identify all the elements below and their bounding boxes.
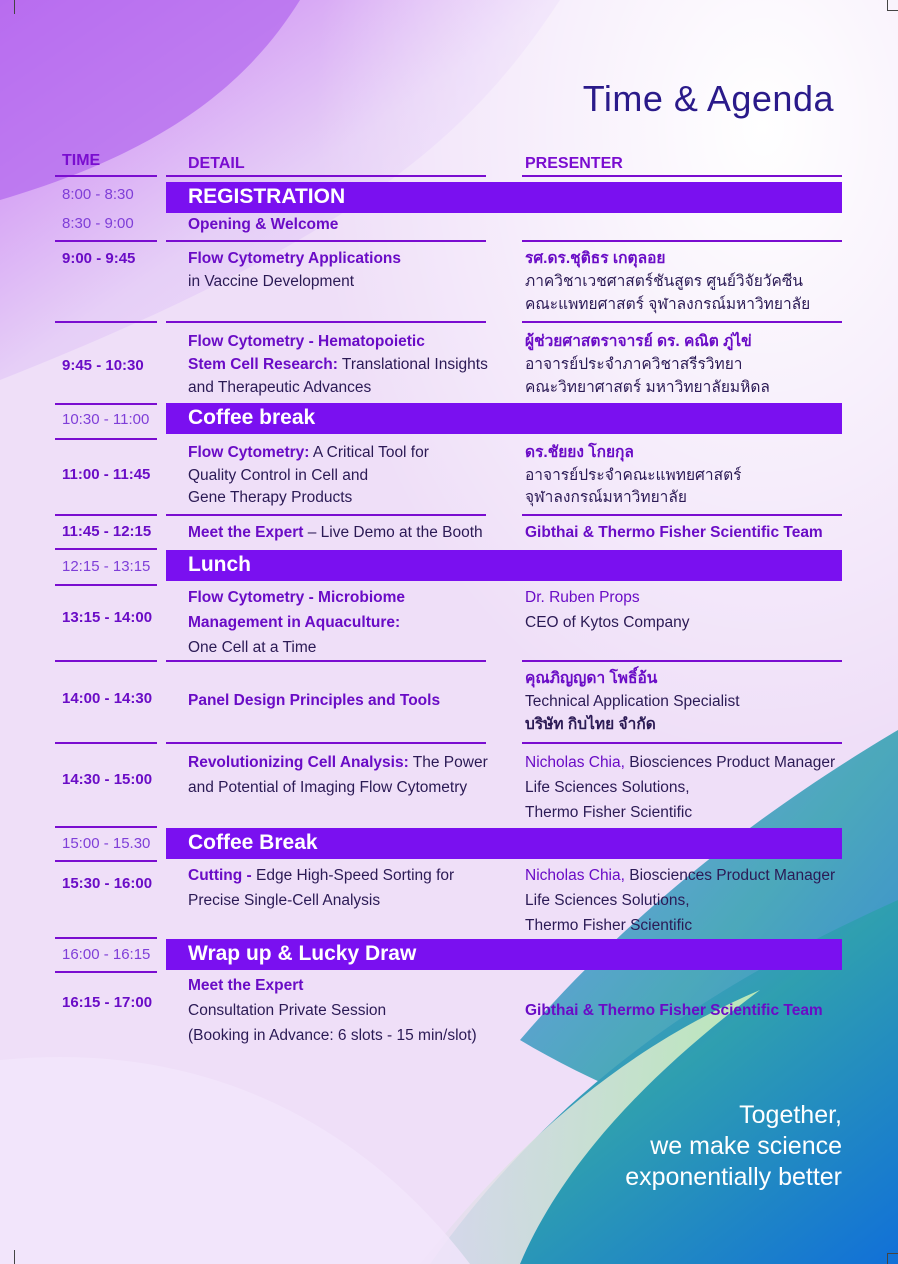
time-r6: 14:00 - 14:30 <box>62 690 153 707</box>
opening-label: Opening & Welcome <box>188 216 339 233</box>
row-rule <box>55 826 157 828</box>
r8-presenter-line-3: Thermo Fisher Scientific <box>525 917 693 934</box>
time-r7: 14:30 - 15:00 <box>62 771 153 788</box>
row-rule <box>522 742 842 744</box>
r1-presenter-name: รศ.ดร.ชุติธร เกตุลอย <box>525 250 666 267</box>
r5-detail-1: Flow Cytometry - Microbiome <box>188 589 406 606</box>
header-detail: DETAIL <box>188 155 245 172</box>
r8-detail-1-rest: Edge High-Speed Sorting for <box>251 867 455 884</box>
r4-detail-bold: Meet the Expert <box>188 524 304 541</box>
row-rule <box>55 937 157 939</box>
lunch-label: Lunch <box>188 553 251 576</box>
crop-mark-top-left <box>0 0 15 14</box>
r2-detail-1: Flow Cytometry - Hematopoietic <box>188 333 425 350</box>
row-rule <box>522 514 842 516</box>
time-opening: 8:30 - 9:00 <box>62 215 134 232</box>
r2-detail-2-rest: Translational Insights <box>337 356 488 373</box>
r3-detail-1-bold: Flow Cytometry: <box>188 444 310 461</box>
time-wrap: 16:00 - 16:15 <box>62 946 151 963</box>
r8-presenter-role: Biosciences Product Manager <box>624 867 836 884</box>
crop-mark-top-right <box>887 0 898 11</box>
registration-bar <box>166 182 842 213</box>
row-rule <box>55 514 157 516</box>
time-r8: 15:30 - 16:00 <box>62 875 153 892</box>
r2-presenter-line-2: อาจารย์ประจำภาควิชาสรีรวิทยา <box>525 356 743 373</box>
row-rule <box>522 660 842 662</box>
lunch-bar <box>166 550 842 581</box>
r5-presenter-name: Dr. Ruben Props <box>525 589 640 606</box>
time-r5: 13:15 - 14:00 <box>62 609 153 626</box>
time-r3: 11:00 - 11:45 <box>62 466 151 483</box>
r5-detail-2: Management in Aquaculture: <box>188 614 401 631</box>
r3-presenter-line-3: จุฬาลงกรณ์มหาวิทยาลัย <box>525 489 687 506</box>
row-rule <box>166 742 486 744</box>
registration-label: REGISTRATION <box>188 185 346 208</box>
r3-detail-3: Gene Therapy Products <box>188 489 353 506</box>
row-rule <box>55 742 157 744</box>
r9-detail-1: Meet the Expert <box>188 977 304 994</box>
crop-mark-bottom-left <box>0 1250 15 1264</box>
r5-presenter-title: CEO of Kytos Company <box>525 614 690 631</box>
r1-presenter-line-3: คณะแพทยศาสตร์ จุฬาลงกรณ์มหาวิทยาลัย <box>525 296 811 313</box>
r8-presenter-line-1 <box>525 864 835 887</box>
r2-detail-2 <box>188 353 488 376</box>
r6-presenter-title: Technical Application Specialist <box>525 693 740 710</box>
header-presenter: PRESENTER <box>525 155 623 172</box>
row-rule <box>166 660 486 662</box>
r8-detail-1 <box>188 864 454 887</box>
coffee-break-bar <box>166 403 842 434</box>
r7-presenter-line-1 <box>525 751 835 774</box>
r3-presenter-name: ดร.ชัยยง โกยกุล <box>525 444 634 461</box>
row-rule <box>55 660 157 662</box>
r7-presenter-role: Biosciences Product Manager <box>624 754 836 771</box>
page-title: Time & Agenda <box>582 78 834 119</box>
r1-detail-1: Flow Cytometry Applications <box>188 250 402 267</box>
r8-presenter-name: Nicholas Chia, <box>525 867 625 884</box>
wrap-up-bar <box>166 939 842 970</box>
r8-detail-2: Precise Single-Cell Analysis <box>188 892 381 909</box>
r8-detail-1-bold: Cutting - <box>188 867 252 884</box>
row-rule <box>522 321 842 323</box>
row-rule <box>166 321 486 323</box>
r3-detail-1-rest: A Critical Tool for <box>309 444 429 461</box>
r1-presenter-line-2: ภาควิชาเวชศาสตร์ชันสูตร ศูนย์วิจัยวัคซีน <box>525 273 803 290</box>
r3-detail-2: Quality Control in Cell and <box>188 467 369 484</box>
r3-presenter-line-2: อาจารย์ประจำคณะแพทยศาสตร์ <box>525 467 742 484</box>
row-rule <box>55 548 157 550</box>
r7-presenter-line-3: Thermo Fisher Scientific <box>525 804 693 821</box>
row-rule <box>55 438 157 440</box>
r6-presenter-name: คุณภิญญดา โพธิ์อ้น <box>525 670 658 687</box>
coffee-break-label: Coffee break <box>188 406 316 429</box>
r1-detail-2: in Vaccine Development <box>188 273 354 290</box>
row-rule <box>55 860 157 862</box>
time-r9: 16:15 - 17:00 <box>62 994 153 1011</box>
tagline-line-2: we make science <box>650 1132 842 1160</box>
header-rule <box>522 175 842 177</box>
wrap-up-label: Wrap up & Lucky Draw <box>188 942 417 965</box>
time-lunch: 12:15 - 13:15 <box>62 558 151 575</box>
time-r4: 11:45 - 12:15 <box>62 523 152 540</box>
r7-presenter-line-2: Life Sciences Solutions, <box>525 779 690 796</box>
r3-detail-1 <box>188 441 429 464</box>
row-rule <box>55 971 157 973</box>
r7-detail-1-rest: The Power <box>408 754 488 771</box>
row-rule <box>55 584 157 586</box>
tagline-line-3: exponentially better <box>625 1163 842 1191</box>
row-rule <box>55 403 157 405</box>
crop-mark-bottom-right <box>887 1253 898 1264</box>
header-time: TIME <box>62 152 101 169</box>
coffee-break-2-bar <box>166 828 842 859</box>
r4-detail <box>188 521 483 544</box>
row-rule <box>166 240 486 242</box>
r9-presenter: Gibthai & Thermo Fisher Scientific Team <box>525 1002 823 1019</box>
r2-presenter-name: ผู้ช่วยศาสตราจารย์ ดร. คณิต ภู่ไข่ <box>525 333 752 350</box>
header-rule <box>55 175 157 177</box>
r7-detail-2: and Potential of Imaging Flow Cytometry <box>188 779 468 796</box>
row-rule <box>55 240 157 242</box>
r7-presenter-name: Nicholas Chia, <box>525 754 625 771</box>
r2-detail-3: and Therapeutic Advances <box>188 379 372 396</box>
coffee-break-2-label: Coffee Break <box>188 831 318 854</box>
tagline-line-1: Together, <box>739 1101 842 1129</box>
r9-detail-3: (Booking in Advance: 6 slots - 15 min/slot) <box>188 1027 477 1044</box>
row-rule <box>55 321 157 323</box>
r6-presenter-company: บริษัท กิบไทย จำกัด <box>525 716 656 733</box>
time-registration: 8:00 - 8:30 <box>62 186 134 203</box>
header-rule <box>166 175 486 177</box>
time-r1: 9:00 - 9:45 <box>62 250 136 267</box>
r7-detail-1-bold: Revolutionizing Cell Analysis: <box>188 754 409 771</box>
row-rule <box>522 240 842 242</box>
r4-detail-rest: – Live Demo at the Booth <box>303 524 483 541</box>
time-coffee-1: 10:30 - 11:00 <box>62 411 150 428</box>
time-r2: 9:45 - 10:30 <box>62 357 144 374</box>
time-coffee-2: 15:00 - 15.30 <box>62 835 151 852</box>
r9-detail-2: Consultation Private Session <box>188 1002 387 1019</box>
r6-detail: Panel Design Principles and Tools <box>188 692 441 709</box>
row-rule <box>166 514 486 516</box>
tagline <box>625 1100 842 1193</box>
r8-presenter-line-2: Life Sciences Solutions, <box>525 892 690 909</box>
r5-detail-3: One Cell at a Time <box>188 639 317 656</box>
r2-presenter-line-3: คณะวิทยาศาสตร์ มหาวิทยาลัยมหิดล <box>525 379 770 396</box>
r7-detail-1 <box>188 751 488 774</box>
r2-detail-2-bold: Stem Cell Research: <box>188 356 338 373</box>
r4-presenter: Gibthai & Thermo Fisher Scientific Team <box>525 524 823 541</box>
